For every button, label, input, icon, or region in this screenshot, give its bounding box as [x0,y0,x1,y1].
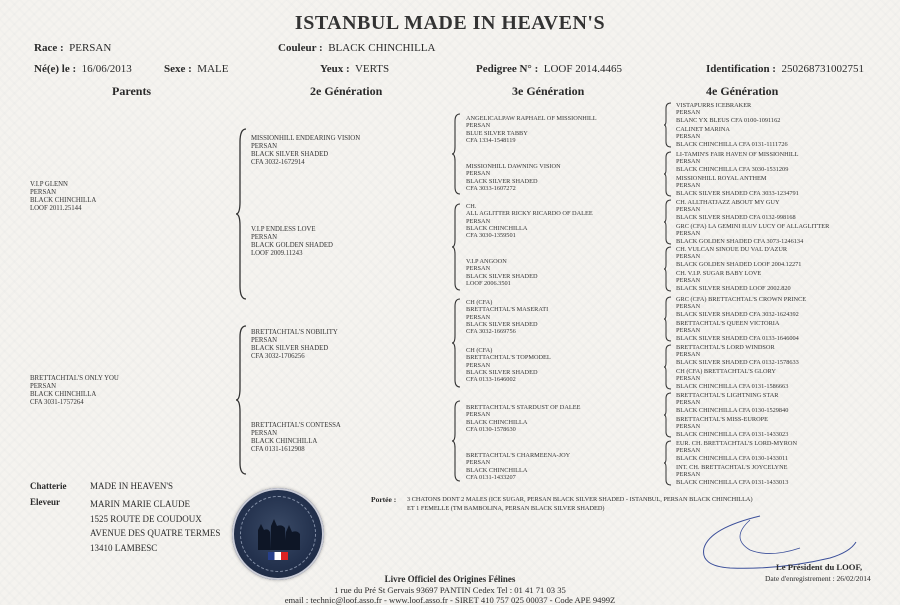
entry-line: CFA 3032-1672914 [251,159,305,166]
entry-line: CH (CFA) [466,347,493,354]
parent-dam [30,375,119,407]
birth-label: Né(e) le : [34,63,77,75]
brace-gen4-8 [664,440,672,486]
brace-gen4-6 [664,344,672,390]
entry-line: CFA 0130-1578630 [466,425,516,433]
gen4-entry-6 [676,223,829,245]
entry-line: BLACK SILVER SHADED [466,272,538,280]
brace-gen4-2 [664,151,672,197]
entry-line: BLACK GOLDEN SHADED CFA 3073-1246134 [676,237,804,245]
entry-line: PERSAN [466,411,491,419]
entry-line: CFA 0133-1646002 [466,376,516,384]
org-contact: email : technic@loof.asso.fr - www.loof.asso.fr - SIRET 410 757 025 00037 - Code APE 9499Z [284,595,616,605]
entry-line: PERSAN [251,234,278,241]
entry-line: PERSAN [676,253,701,261]
race-label: Race : [34,42,64,54]
entry-line: BRETTACHTAL'S QUEEN VICTORIA [676,320,780,327]
entry-line: PERSAN [30,189,57,196]
entry-line: PERSAN [676,303,701,311]
gen3-entry-1 [466,115,597,144]
entry-line: PERSAN [466,313,491,321]
sexe-field [164,63,228,75]
entry-line: MISSIONHILL DAWNING VISION [466,163,561,170]
entry-line: BLACK SILVER SHADED CFA 0133-1646004 [676,334,799,342]
gen4-entry-5 [676,199,796,221]
entry-line: BLACK SILVER SHADED [251,345,329,352]
gen4-entry-16 [676,464,788,486]
gen4-entry-9 [676,296,806,318]
gen4-entry-8 [676,270,791,292]
cat-name-title: ISTANBUL MADE IN HEAVEN'S [294,12,606,34]
entry-line: INT. CH. BRETTACHTAL'S JOYCELYNE [676,464,788,471]
gen3-entry-3 [466,203,593,239]
entry-line: BLUE SILVER TABBY [466,129,528,137]
gen3-entry-6 [466,347,551,383]
entry-line: PERSAN [466,217,491,225]
race-field [34,42,111,54]
brace-gen4-7 [664,392,672,438]
president-caption: Le Président du LOOF, [776,562,863,572]
gen4-entry-7 [676,246,801,268]
brace-gen4-5 [664,296,672,342]
entry-line: PERSAN [676,230,701,238]
entry-line: BRETTACHTAL'S MISS-EUROPE [676,416,768,423]
entry-line: BLANC YX BLEUS CFA 0100-1091162 [676,116,781,124]
entry-line: BLACK CHINCHILLA CFA 0130-1433011 [676,454,789,462]
entry-line: CFA 3032-1706256 [251,353,305,360]
chatterie-value: MADE IN HEAVEN'S [90,481,173,491]
brace-gen3-1 [452,113,462,195]
yeux-value: VERTS [354,63,390,75]
entry-line: CFA 3031-1757264 [30,399,84,406]
identification-field [706,63,864,75]
entry-line: BRETTACHTAL'S NOBILITY [251,329,338,336]
entry-line: PERSAN [251,430,278,437]
flag-icon [268,552,288,560]
entry-line: BLACK GOLDEN SHADED LOOF 2004.12271 [676,260,802,268]
entry-line: BRETTACHTAL'S TOPMODEL [466,354,551,362]
entry-line: CH. [466,203,477,210]
address-line: 13410 LAMBESC [90,542,158,553]
org-name: Livre Officiel des Origines Félines [384,574,516,584]
entry-line: LOOF 2009.11243 [251,250,303,257]
gen4-entry-14 [676,416,788,438]
entry-line: V.I.P ENDLESS LOVE [251,226,316,233]
entry-line: BLACK CHINCHILLA [466,466,528,474]
entry-line: PERSAN [466,361,491,369]
sexe-value: MALE [197,63,229,75]
gen4-entry-1 [676,102,780,124]
entry-line: BLACK SILVER SHADED CFA 0132-1578633 [676,358,799,366]
gen3-entry-4 [466,258,538,287]
entry-line: BLACK CHINCHILLA CFA 0131-1433023 [676,430,789,438]
gen3-entry-8 [466,452,570,481]
gen2-entry-4 [251,422,341,454]
entry-line: BRETTACHTAL'S MASERATI [466,306,549,314]
entry-line: CFA 3030-1359501 [466,232,516,240]
couleur-value: BLACK CHINCHILLA [328,42,436,54]
gen3-entry-5 [466,299,548,335]
entry-line: PERSAN [676,133,701,141]
couleur-label: Couleur : [278,42,323,54]
pedigree-value: LOOF 2014.4465 [543,63,622,75]
entry-line: PERSAN [676,399,701,407]
brace-gen3-3 [452,298,462,388]
entry-line: PERSAN [466,459,491,467]
entry-line: CFA 0131-1612908 [251,446,305,453]
entry-line: PERSAN [676,327,701,335]
gen3-entry-2 [466,163,561,192]
entry-line: VISTAPURRS ICEBRAKER [676,102,752,109]
address-line: 1525 ROUTE DE COUDOUX [90,513,202,524]
entry-line: BLACK CHINCHILLA CFA 0131-1586663 [676,382,789,390]
entry-line: PERSAN [30,383,57,390]
portee-line: 3 CHATONS DONT 2 MALES (ICE SUGAR, PERSAN BLACK SILVER SHADED - ISTANBUL, PERSAN BLACK CHINCHILLA) [407,496,753,503]
entry-line: EUR. CH. BRETTACHTAL'S LORD-MYRON [676,440,797,447]
registration-date: Date d'enregistrement : 26/02/2014 [765,574,871,583]
pedigree-label: Pedigree N° : [476,63,539,75]
gen4-entry-3 [676,151,799,173]
entry-line: BRETTACHTAL'S LORD WINDSOR [676,344,775,351]
gen4-entry-15 [676,440,797,462]
entry-line: BRETTACHTAL'S CONTESSA [251,422,341,429]
entry-line: BLACK SILVER SHADED [466,320,538,328]
loof-seal-icon [232,488,324,580]
eleveur-label: Eleveur [30,497,60,507]
yeux-label: Yeux : [320,63,350,75]
entry-line: GRC (CFA) LA GEMINI ILUV LUCY OF ALLAGLITTER [676,223,830,230]
entry-line: PERSAN [676,158,701,166]
cats-silhouette-icon [254,514,304,550]
entry-line: PERSAN [676,109,701,117]
entry-line: PERSAN [466,122,491,130]
entry-line: PERSAN [676,206,701,214]
entry-line: CALINET MARINA [676,126,730,133]
eleveur-address [90,497,220,555]
column-parents: Parents [112,84,152,98]
entry-line: BLACK SILVER SHADED LOOF 2002.820 [676,284,791,292]
yeux-field [320,63,389,75]
entry-line: CH. ALLTHATJAZZ ABOUT MY GUY [676,199,780,206]
entry-line: CH. VULCAN SINOUE DU VAL D'AZUR [676,246,788,253]
entry-line: PERSAN [676,423,701,431]
entry-line: PERSAN [466,265,491,273]
gen2-entry-2 [251,226,333,258]
brace-gen2-top [236,128,248,300]
gen4-entry-10 [676,320,799,342]
gen4-entry-13 [676,392,788,414]
entry-line: ALL AGLITTER RICKY RICARDO OF DALEE [466,210,593,218]
brace-gen4-4 [664,246,672,292]
identification-value: 250268731002751 [781,63,864,75]
entry-line: LI-TAMIN'S FAIR HAVEN OF MISSIONHILL [676,151,799,158]
entry-line: BLACK SILVER SHADED CFA 3033-1234791 [676,189,799,197]
entry-line: LOOF 2011.25144 [30,205,82,212]
entry-line: BLACK SILVER SHADED [251,151,329,158]
entry-line: BLACK CHINCHILLA [251,438,318,445]
entry-line: BLACK SILVER SHADED CFA 0132-998168 [676,213,796,221]
column-gen3: 3e Génération [512,84,585,98]
birth-field [34,63,132,75]
entry-line: BLACK CHINCHILLA CFA 0131-1433013 [676,478,789,486]
gen4-entry-12 [676,368,788,390]
entry-line: BLACK CHINCHILLA [30,391,97,398]
entry-line: PERSAN [251,337,278,344]
race-value: PERSAN [69,42,112,54]
entry-line: CH. V.I.P. SUGAR BABY LOVE [676,270,762,277]
entry-line: V.I.P GLENN [30,181,68,188]
couleur-field [278,42,435,54]
entry-line: PERSAN [676,447,701,455]
entry-line: PERSAN [676,471,701,479]
parent-sire [30,181,96,213]
entry-line: BLACK CHINCHILLA [466,418,528,426]
entry-line: PERSAN [676,351,701,359]
entry-line: BRETTACHTAL'S ONLY YOU [30,375,119,382]
gen3-entry-7 [466,404,580,433]
gen4-entry-2 [676,126,788,148]
entry-line: BLACK CHINCHILLA [30,197,97,204]
entry-line: BRETTACHTAL'S LIGHTNING STAR [676,392,779,399]
entry-line: CH (CFA) [466,299,493,306]
portee-label: Portée : [371,495,397,504]
entry-line: MISSIONHILL ENDEARING VISION [251,135,361,142]
pedigree-field [476,63,622,75]
address-line: MARIN MARIE CLAUDE [90,499,190,509]
identification-label: Identification : [706,63,776,75]
brace-gen4-3 [664,199,672,245]
entry-line: PERSAN [466,170,491,178]
entry-line: V.I.P ANGOON [466,258,507,265]
column-gen2: 2e Génération [310,84,383,98]
entry-line: CH (CFA) BRETTACHTAL'S GLORY [676,368,776,375]
entry-line: BLACK CHINCHILLA CFA 3030-1531209 [676,165,789,173]
entry-line: BLACK SILVER SHADED [466,177,538,185]
entry-line: CFA 3032-1669756 [466,328,516,336]
brace-gen3-2 [452,203,462,291]
entry-line: LOOF 2006.3501 [466,279,511,287]
entry-line: BLACK GOLDEN SHADED [251,242,333,249]
entry-line: CFA 0131-1433207 [466,473,516,481]
entry-line: BLACK CHINCHILLA CFA 0131-1111726 [676,140,788,148]
entry-line: PERSAN [676,277,701,285]
entry-line: BLACK SILVER SHADED CFA 3032-1624392 [676,310,799,318]
entry-line: PERSAN [676,182,701,190]
entry-line: ANGELICALPAW RAPHAEL OF MISSIONHILL [466,115,597,122]
gen4-entry-11 [676,344,799,366]
chatterie-label: Chatterie [30,481,67,491]
birth-value: 16/06/2013 [81,63,132,75]
portee-line: ET 1 FEMELLE (TM BAMBOLINA, PERSAN BLACK SILVER SHADED) [407,505,605,512]
entry-line: MISSIONHILL ROYAL ANTHEM [676,175,767,182]
entry-line: BRETTACHTAL'S CHARMEENA-JOY [466,452,571,459]
entry-line: PERSAN [251,143,278,150]
entry-line: BRETTACHTAL'S STARDUST OF DALEE [466,404,581,411]
brace-gen2-bottom [236,325,248,475]
brace-gen3-4 [452,400,462,482]
entry-line: CFA 3033-1607272 [466,184,516,192]
brace-gen4-1 [664,102,672,148]
gen2-entry-3 [251,329,338,361]
org-address: 1 rue du Pré St Gervais 93697 PANTIN Cedex Tel : 01 41 71 03 35 [334,585,566,595]
column-gen4: 4e Génération [706,84,779,98]
entry-line: GRC (CFA) BRETTACHTAL'S CROWN PRINCE [676,296,807,303]
address-line: AVENUE DES QUATRE TERMES [90,528,221,538]
entry-line: BLACK SILVER SHADED [466,368,538,376]
sexe-label: Sexe : [164,63,192,75]
gen4-entry-4 [676,175,799,197]
entry-line: CFA 1334-1548119 [466,136,516,144]
gen2-entry-1 [251,135,360,167]
entry-line: BLACK CHINCHILLA CFA 0130-1529840 [676,406,789,414]
entry-line: PERSAN [676,375,701,383]
entry-line: BLACK CHINCHILLA [466,224,528,232]
